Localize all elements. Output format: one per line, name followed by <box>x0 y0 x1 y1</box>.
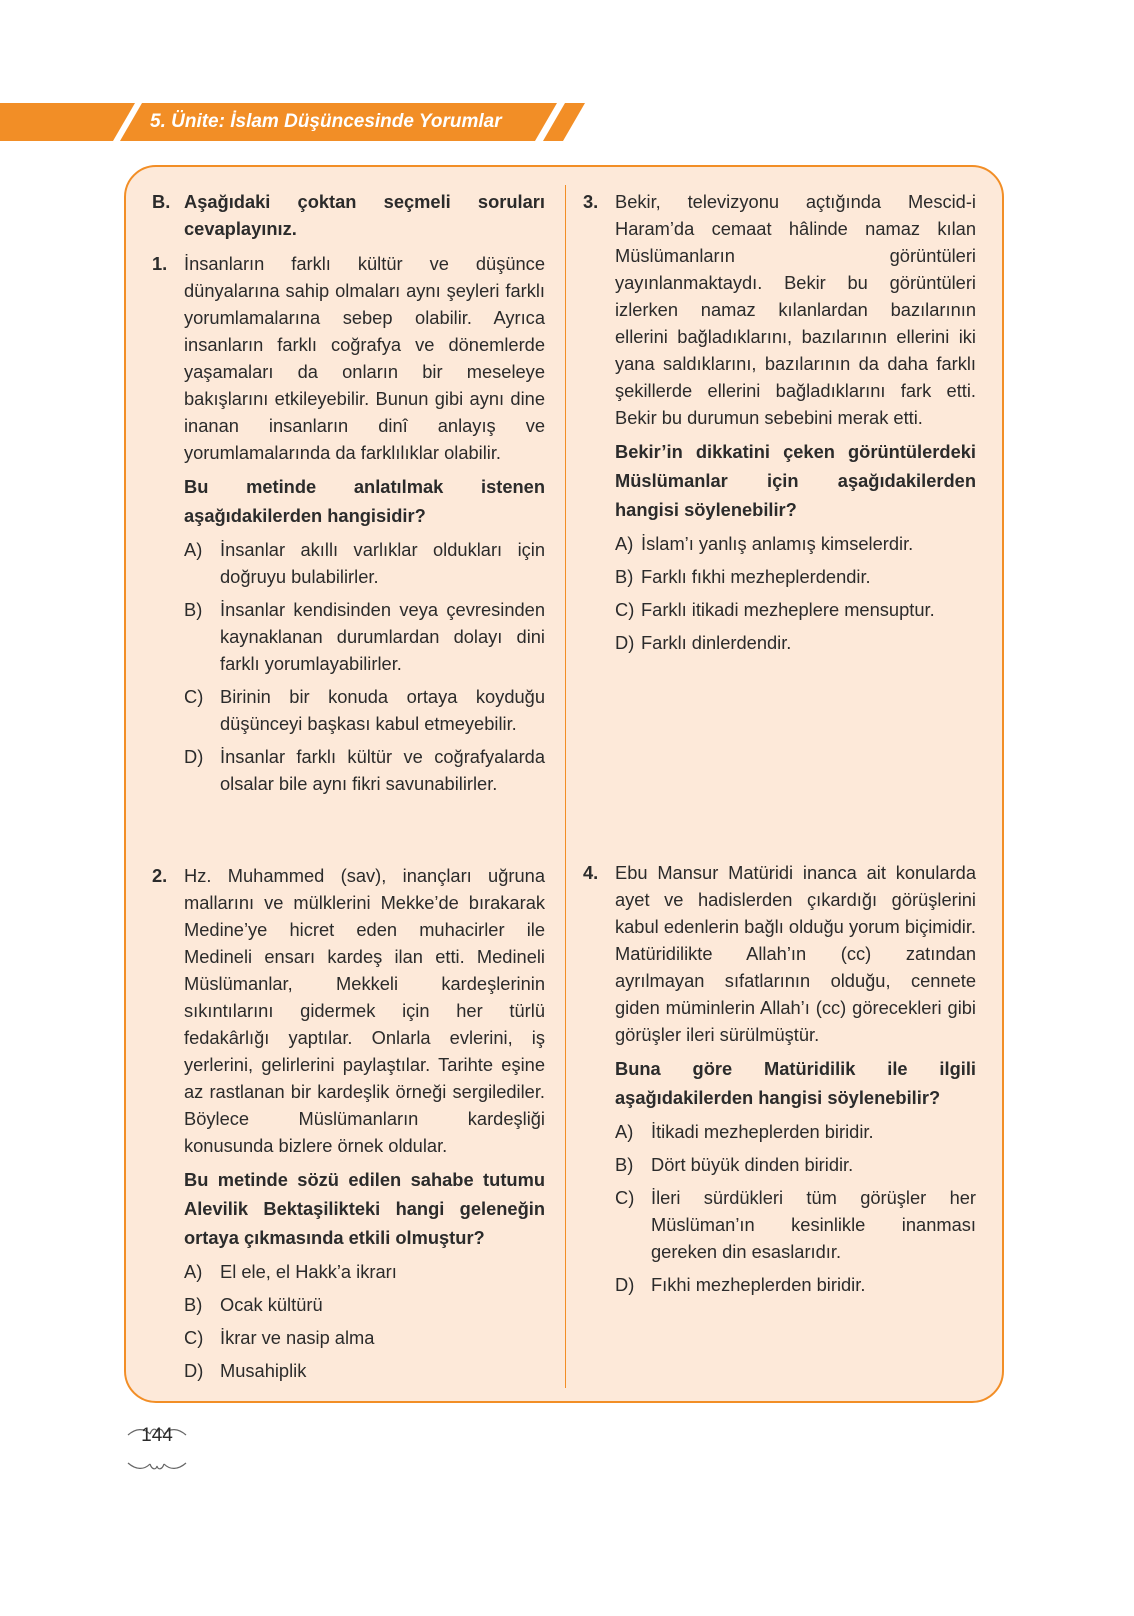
answer-option[interactable] <box>184 1258 545 1285</box>
option-letter: B) <box>615 566 634 587</box>
answer-option[interactable] <box>615 563 976 590</box>
option-letter: A) <box>184 539 203 560</box>
option-text: Birinin bir konuda ortaya koyduğu düşünceyi başkası kabul etmeyebilir. <box>220 686 545 734</box>
answer-option[interactable] <box>184 683 545 737</box>
option-letter: B) <box>184 1294 203 1315</box>
option-text: Dört büyük dinden biridir. <box>651 1154 854 1175</box>
option-letter: D) <box>184 1360 204 1381</box>
option-text: İleri sürdükleri tüm görüşler her Müslüman’ın kesinlikle inanması gereken din esaslarıdır. <box>651 1187 976 1262</box>
answer-option[interactable] <box>184 743 545 797</box>
option-text: El ele, el Hakk’a ikrarı <box>220 1261 397 1282</box>
question-stem: Bu metinde anlatılmak istenen aşağıdakilerden hangisidir? <box>184 476 545 526</box>
question-2 <box>152 862 545 1384</box>
option-text: İslam’ı yanlış anlamış kimselerdir. <box>641 533 914 554</box>
page-number: 144 <box>141 1425 173 1446</box>
option-text: Farklı fıkhi mezheplerdendir. <box>641 566 871 587</box>
option-text: İnsanlar akıllı varlıklar oldukları için doğruyu bulabilirler. <box>220 539 545 587</box>
option-letter: C) <box>615 599 635 620</box>
option-text: Farklı dinlerdendir. <box>641 632 792 653</box>
answer-option[interactable] <box>184 1291 545 1318</box>
question-number: 3. <box>583 191 599 212</box>
answer-option[interactable] <box>184 1324 545 1351</box>
answer-option[interactable] <box>615 1151 976 1178</box>
answer-option[interactable] <box>615 530 976 557</box>
option-letter: D) <box>615 632 635 653</box>
answer-option[interactable] <box>615 596 976 623</box>
column-divider <box>565 185 566 1388</box>
question-1 <box>152 188 545 797</box>
option-letter: C) <box>184 686 204 707</box>
answer-option[interactable] <box>184 596 545 677</box>
option-letter: B) <box>184 599 203 620</box>
option-letter: C) <box>615 1187 635 1208</box>
question-stem: Buna göre Matüridilik ile ilgili aşağıdakilerden hangisi söylenebilir? <box>615 1058 976 1108</box>
option-text: Farklı itikadi mezheplere mensuptur. <box>641 599 935 620</box>
page-ornament-bottom-icon <box>126 1460 188 1472</box>
option-letter: C) <box>184 1327 204 1348</box>
question-text: Bekir, televizyonu açtığında Mescid-i Haram’da cemaat hâlinde namaz kılan Müslümanların görüntüleri yayınlanmaktaydı. Bekir bu görüntüleri izlerken namaz kılanlardan bazılarının ellerini bağladıklarını, bazılarının ellerini iki yana saldıklarını, bazılarının da daha farklı şekillerde ellerini bağladıklarını fark etti. Bekir bu durumun sebebini merak etti. <box>615 191 976 428</box>
question-number: 4. <box>583 862 599 883</box>
question-stem: Bu metinde sözü edilen sahabe tutumu Alevilik Bektaşilikteki hangi geleneğin ortaya çıkmasında etkili olmuştur? <box>184 1169 545 1248</box>
answer-option[interactable] <box>615 1118 976 1145</box>
option-letter: D) <box>615 1274 635 1295</box>
question-number: 2. <box>152 865 168 886</box>
option-text: İkrar ve nasip alma <box>220 1327 375 1348</box>
question-text: Ebu Mansur Matüridi inanca ait konularda ayet ve hadislerden çıkardığı görüşlerini kabul edenlerin bağlı olduğu yorum biçimidir. Matüridilikte Allah’ın (cc) zatından ayrılmayan sıfatlarının olduğu, cennete giden müminlerin Allah’ı (cc) görecekleri gibi görüşler ileri sürülmüştür. <box>615 862 976 1045</box>
answer-option[interactable] <box>184 1357 545 1384</box>
option-text: İnsanlar farklı kültür ve coğrafyalarda olsalar bile aynı fikri savunabilirler. <box>220 746 545 794</box>
option-text: İnsanlar kendisinden veya çevresinden kaynaklanan durumlardan dolayı dini farklı yorumlayabilirler. <box>220 599 545 674</box>
question-3 <box>583 188 976 656</box>
option-text: Musahiplik <box>220 1360 307 1381</box>
option-letter: D) <box>184 746 204 767</box>
question-number: 1. <box>152 253 168 274</box>
question-text: İnsanların farklı kültür ve düşünce dünyalarına sahip olmaları aynı şeyleri farklı yorumlamalarına sebep olabilir. Ayrıca insanların farklı coğrafya ve dönemlerde yaşamaları da onların bir meseleye bakışlarını etkileyebilir. Bunun gibi aynı dine inanan insanların dinî anlayış ve yorumlamalarında da farklılıklar olabilir. <box>184 253 545 463</box>
option-text: Fıkhi mezheplerden biridir. <box>651 1274 866 1295</box>
unit-title: 5. Ünite: İslam Düşüncesinde Yorumlar <box>150 111 502 132</box>
option-letter: A) <box>615 1121 634 1142</box>
option-letter: A) <box>184 1261 203 1282</box>
option-letter: A) <box>615 533 634 554</box>
option-text: İtikadi mezheplerden biridir. <box>651 1121 874 1142</box>
option-letter: B) <box>615 1154 634 1175</box>
question-text: Hz. Muhammed (sav), inançları uğruna mallarını ve mülklerini Mekke’de bırakarak Medine’ye hicret eden muhacirler ile Medineli ensarı kardeş ilan etti. Medineli Müslümanlar, Mekkeli kardeşlerinin sıkıntılarını gidermek için her türlü fedakârlığı yaptılar. Onlarla evlerini, iş yerlerini, gelirlerini paylaştılar. Tarihte eşine az rastlanan bir kardeşlik örneği sergilediler. Böylece Müslümanların kardeşliği konusunda bizlere örnek oldular. <box>184 865 545 1156</box>
answer-option[interactable] <box>184 536 545 590</box>
option-text: Ocak kültürü <box>220 1294 323 1315</box>
answer-option[interactable] <box>615 1184 976 1265</box>
answer-option[interactable] <box>615 629 976 656</box>
question-4 <box>583 859 976 1298</box>
question-stem: Bekir’in dikkatini çeken görüntülerdeki Müslümanlar için aşağıdakilerden hangisi söylenebilir? <box>615 441 976 520</box>
section-heading: B. Aşağıdaki çoktan seçmeli soruları cevaplayınız. <box>152 191 545 239</box>
header-band-left <box>0 103 135 141</box>
answer-option[interactable] <box>615 1271 976 1298</box>
